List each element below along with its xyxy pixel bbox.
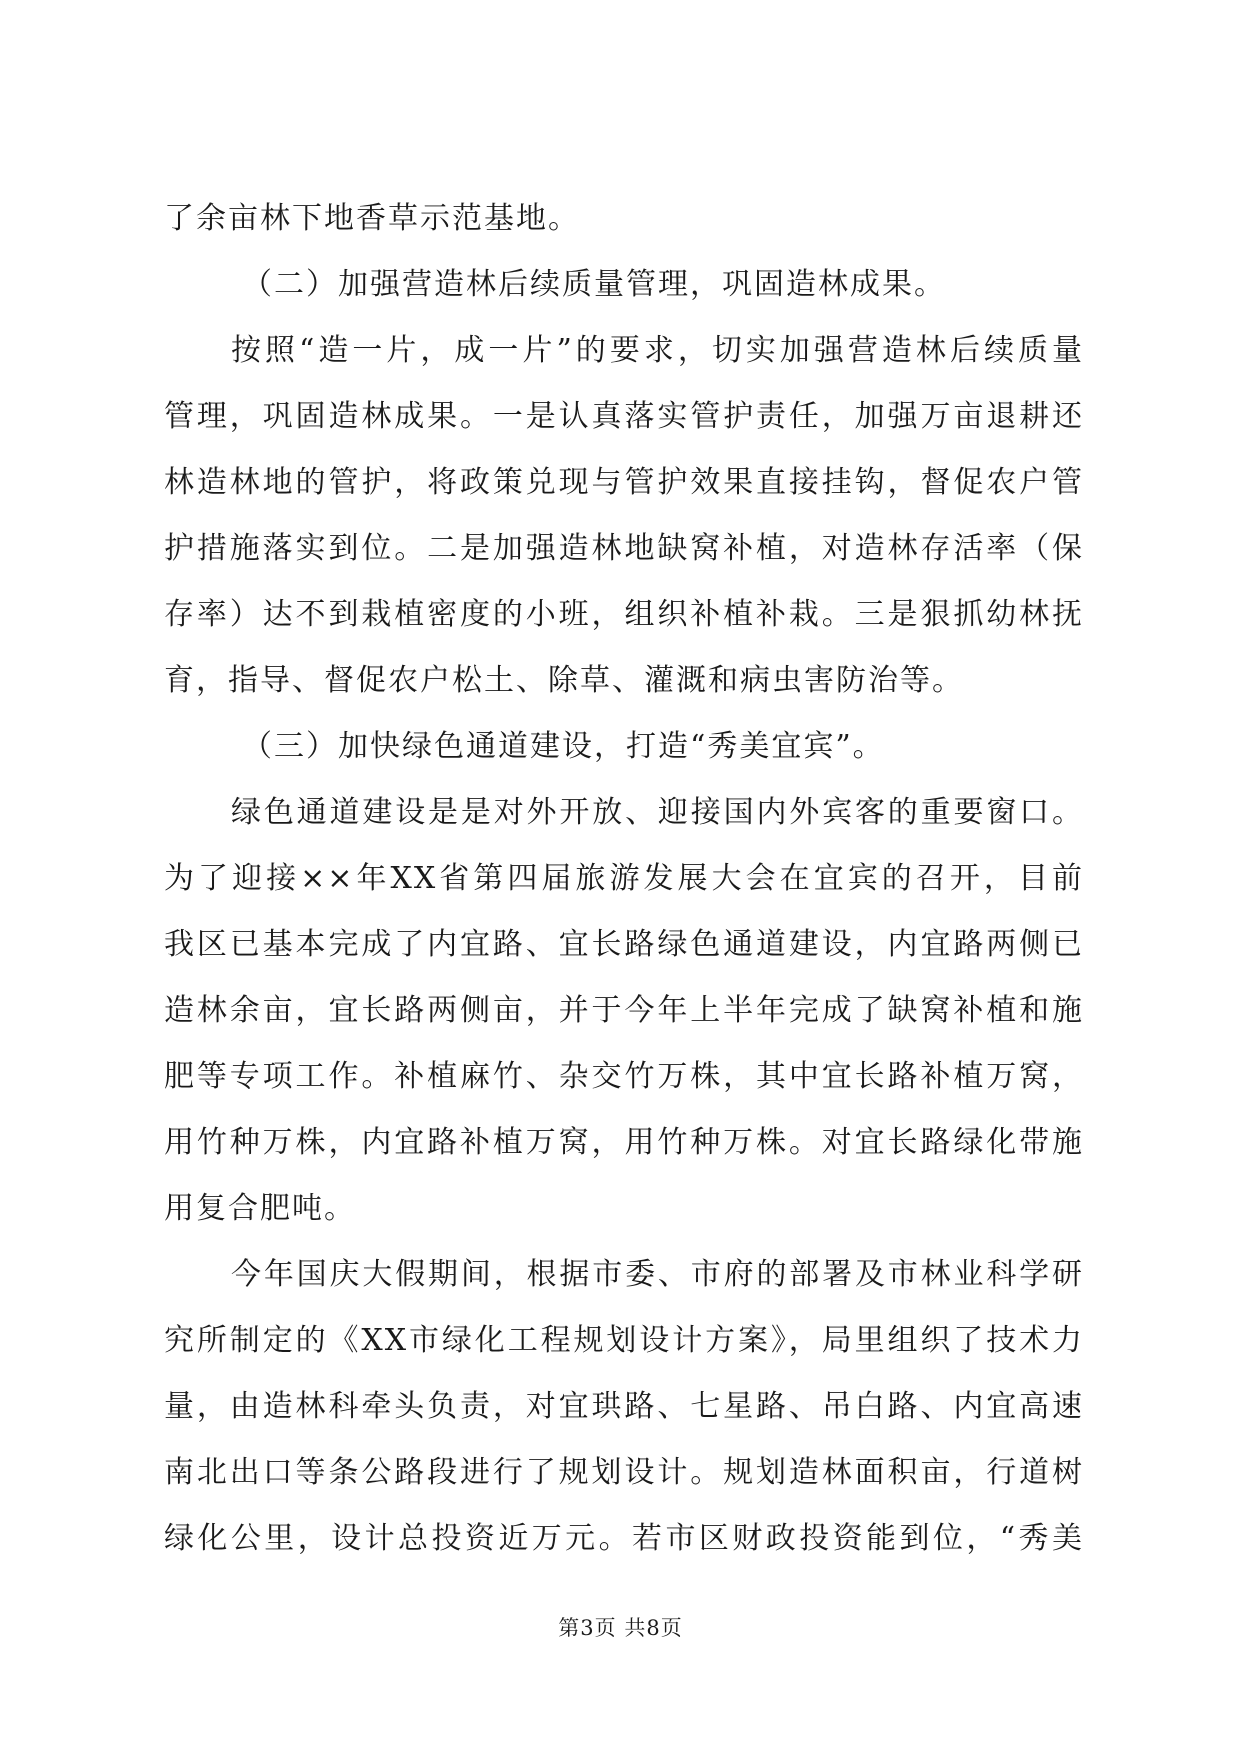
document-body <box>164 200 1084 1586</box>
page-footer: 第3页 共8页 <box>558 1616 683 1640</box>
paragraph-line: 今年国庆大假期间，根据市委、市府的部署及市林业科学研 <box>231 1257 1084 1292</box>
paragraph-line: 绿化公里，设计总投资近万元。若市区财政投资能到位，“秀美 <box>164 1521 1084 1556</box>
paragraph-line: 护措施落实到位。二是加强造林地缺窝补植，对造林存活率（保 <box>164 531 1084 566</box>
paragraph-line: 我区已基本完成了内宜路、宜长路绿色通道建设，内宜路两侧已 <box>164 927 1084 962</box>
paragraph-line: 绿色通道建设是是对外开放、迎接国内外宾客的重要窗口。 <box>231 795 1084 830</box>
paragraph-line: 育，指导、督促农户松土、除草、灌溉和病虫害防治等。 <box>164 663 964 698</box>
paragraph-line: 存率）达不到栽植密度的小班，组织补植补栽。三是狠抓幼林抚 <box>164 597 1084 632</box>
paragraph-line: 林造林地的管护，将政策兑现与管护效果直接挂钩，督促农户管 <box>164 465 1084 500</box>
paragraph-line: 南北出口等条公路段进行了规划设计。规划造林面积亩，行道树 <box>164 1455 1084 1490</box>
paragraph-line: 用复合肥吨。 <box>164 1191 356 1226</box>
paragraph-line: 肥等专项工作。补植麻竹、杂交竹万株，其中宜长路补植万窝， <box>164 1059 1084 1094</box>
paragraph-line: 用竹种万株，内宜路补植万窝，用竹种万株。对宜长路绿化带施 <box>164 1125 1084 1160</box>
paragraph-line: 按照“造一片，成一片”的要求，切实加强营造林后续质量 <box>231 333 1084 368</box>
paragraph-line: 管理，巩固造林成果。一是认真落实管护责任，加强万亩退耕还 <box>164 399 1084 434</box>
paragraph-line: 究所制定的《XX市绿化工程规划设计方案》，局里组织了技术力 <box>164 1323 1084 1358</box>
paragraph-line: 造林余亩，宜长路两侧亩，并于今年上半年完成了缺窝补植和施 <box>164 993 1084 1028</box>
paragraph-line: 为了迎接××年XX省第四届旅游发展大会在宜宾的召开，目前 <box>164 861 1084 896</box>
paragraph-line: 量，由造林科牵头负责，对宜珙路、七星路、吊白路、内宜高速 <box>164 1389 1084 1424</box>
section-heading-3: （三）加快绿色通道建设，打造“秀美宜宾”。 <box>242 729 885 764</box>
paragraph-line: 了余亩林下地香草示范基地。 <box>164 201 580 236</box>
section-heading-2: （二）加强营造林后续质量管理，巩固造林成果。 <box>242 267 946 302</box>
